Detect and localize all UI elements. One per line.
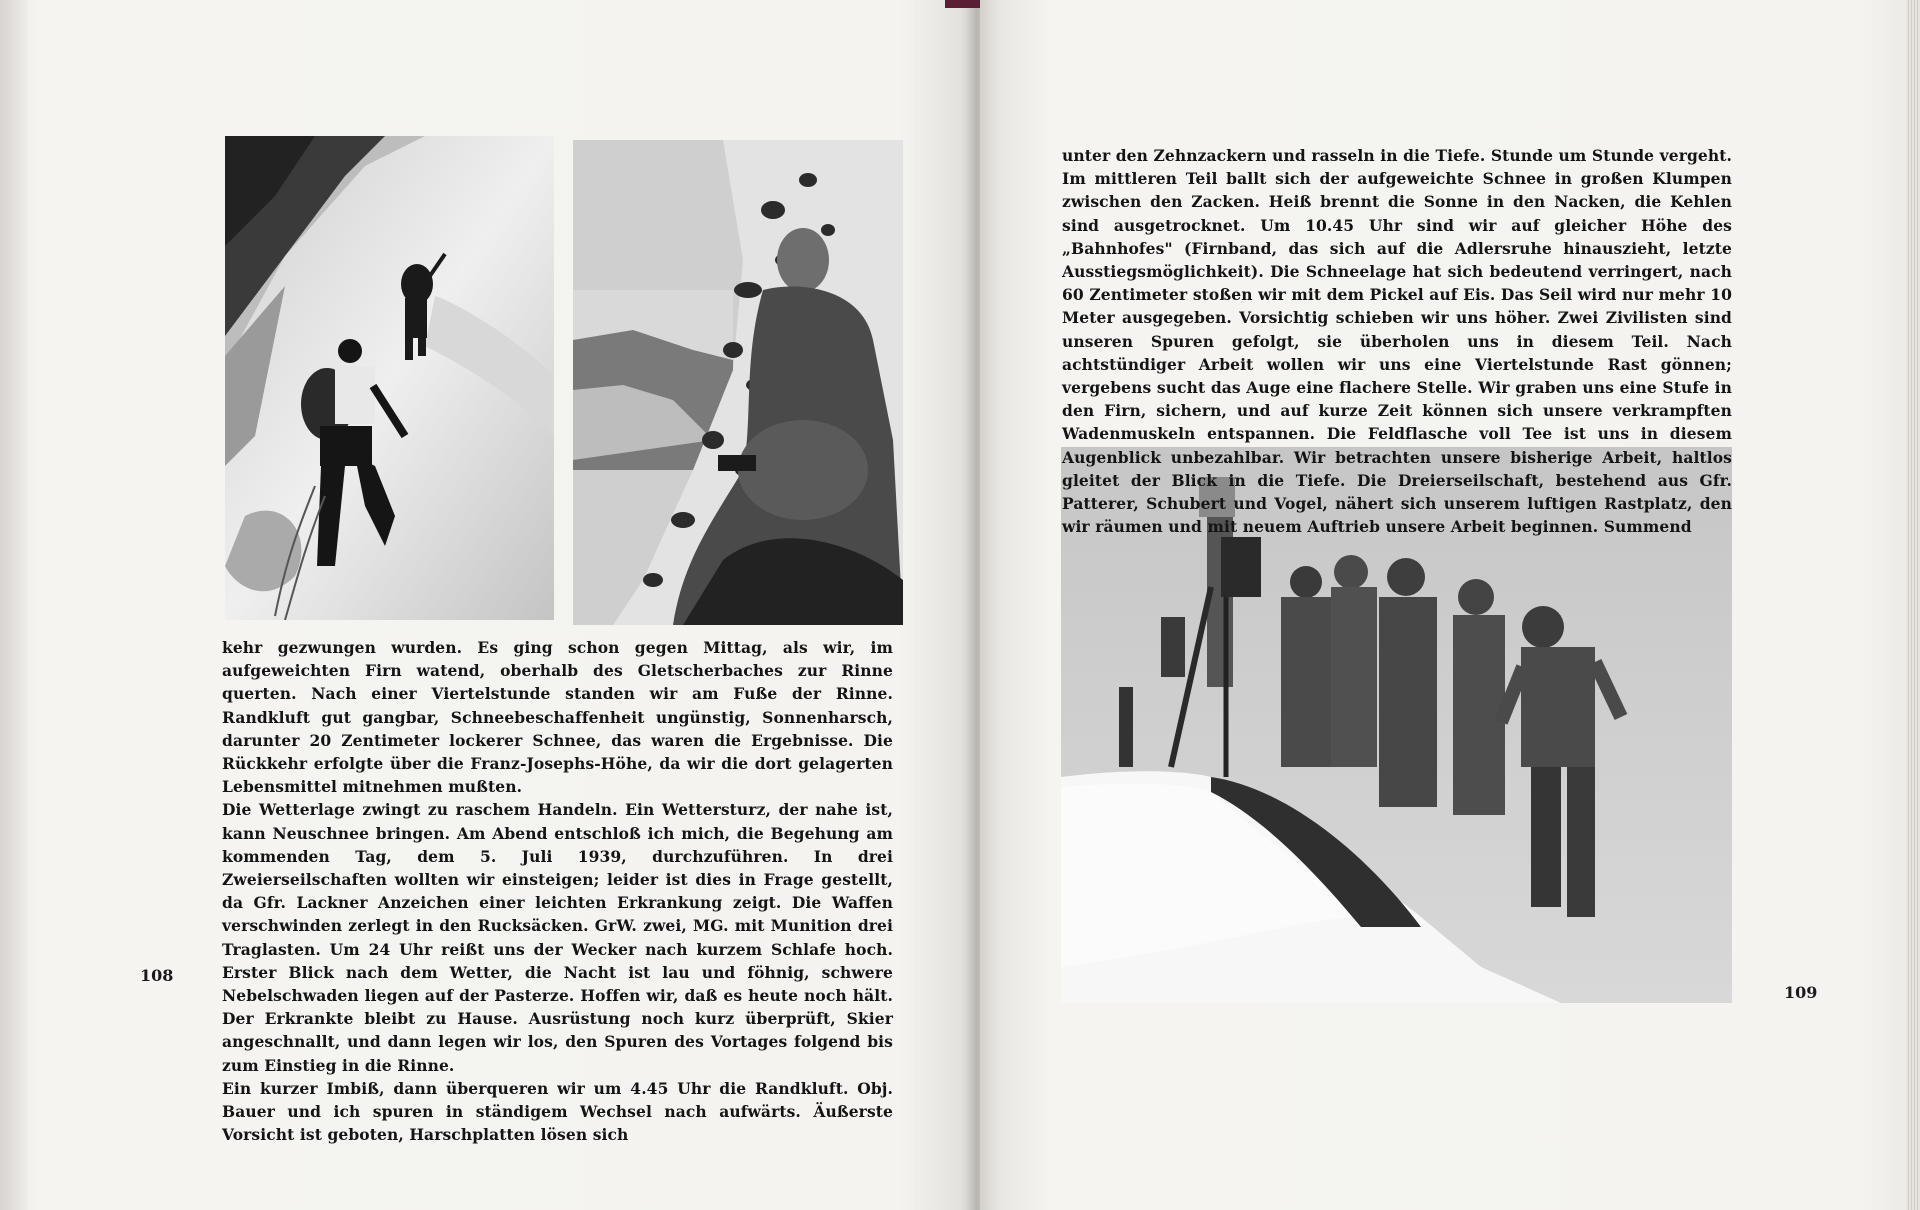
left-paragraph-3: Ein kurzer Imbiß, dann überqueren wir um 4.45 Uhr die Randkluft. Obj. Bauer und ich spuren in ständigem Wechsel nach aufwärts. Äußerste Vorsicht ist geboten, Harschplatten lösen sich — [222, 1078, 893, 1145]
photo-climber-rock-face — [573, 140, 903, 625]
right-paragraph-1: unter den Zehnzackern und rasseln in die Tiefe. Stunde um Stunde vergeht. Im mittleren Teil ballt sich der aufgeweichte Schnee in großen Klumpen zwischen den Zacken. Heiß brennt die Sonne in den Nacken, die Kehlen sind ausgetrocknet. Um 10.45 Uhr sind wir auf gleicher Höhe des „Bahnhofes" (Firnband, das sich auf die Adlersruhe hinauszieht, letzte Ausstiegsmöglichkeit). Die Schneelage hat sich bedeutend verringert, nach 60 Zentimeter stoßen wir mit dem Pickel auf Eis. Das Seil wird nur mehr 10 Meter ausgegeben. Vorsichtig schieben wir uns höher. Zwei Zivilisten sind unseren Spuren gefolgt, sie überholen uns in diesem Teil. Nach achtstündiger Arbeit wollen wir uns eine Viertelstunde Rast gönnen; vergebens sucht das Auge eine flachere Stelle. Wir graben uns eine Stufe in den Firn, sichern, und auf kurze Zeit können sich unsere verkrampften Wadenmuskeln entspannen. Die Feldflasche voll Tee ist uns in diesem Augenblick unbezahlbar. Wir betrachten unsere bisherige Arbeit, haltlos gleitet der Blick in die Tiefe. Die Dreierseilschaft, bestehend aus Gfr. Patterer, Schubert und Vogel, nähert sich unserem luftigen Rastplatz, den wir räumen und mit neuem Auftrieb unsere Arbeit beginnen. Summend — [1062, 146, 1732, 537]
right-page-text — [1062, 144, 1732, 538]
left-paragraph-2: Die Wetterlage zwingt zu raschem Handeln. Ein Wettersturz, der nahe ist, kann Neuschnee bringen. Am Abend entschloß ich mich, die Begehung am kommenden Tag, dem 5. Juli 1939, durchzuführen. In drei Zweierseilschaften wollten wir einsteigen; leider ist dies in Frage gestellt, da Gfr. Lackner Anzeichen einer leichten Erkrankung zeigt. Die Waffen verschwinden zerlegt in den Rucksäcken. GrW. zwei, MG. mit Munition drei Traglasten. Um 24 Uhr reißt uns der Wecker nach kurzem Schlafe hoch. Erster Blick nach dem Wetter, die Nacht ist lau und föhnig, schwere Nebelschwaden liegen auf der Pasterze. Hoffen wir, daß es heute noch hält. Der Erkrankte bleibt zu Hause. Ausrüstung noch kurz überprüft, Skier angeschnallt, und dann legen wir los, den Spuren des Vortages folgend bis zum Einstieg in die Rinne. — [222, 800, 893, 1075]
left-paragraph-1: kehr gezwungen wurden. Es ging schon gegen Mittag, als wir, im aufgeweichten Firn watend, oberhalb des Gletscherbaches zur Rinne querten. Nach einer Viertelstunde standen wir am Fuße der Rinne. Randkluft gut gangbar, Schneebeschaffenheit ungünstig, Sonnenharsch, darunter 20 Zentimeter lockerer Schnee, das waren die Ergebnisse. Die Rückkehr erfolgte über die Franz-Josephs-Höhe, da wir die dort gelagerten Lebensmittel mitnehmen mußten. — [222, 638, 893, 797]
left-page-text — [222, 636, 893, 1146]
left-page-edge — [0, 0, 28, 1210]
right-page-edge — [1906, 0, 1920, 1210]
photo-climbers-ice-slope — [225, 136, 554, 620]
right-page-number: 109 — [1784, 983, 1818, 1002]
left-page-number: 108 — [140, 966, 174, 985]
